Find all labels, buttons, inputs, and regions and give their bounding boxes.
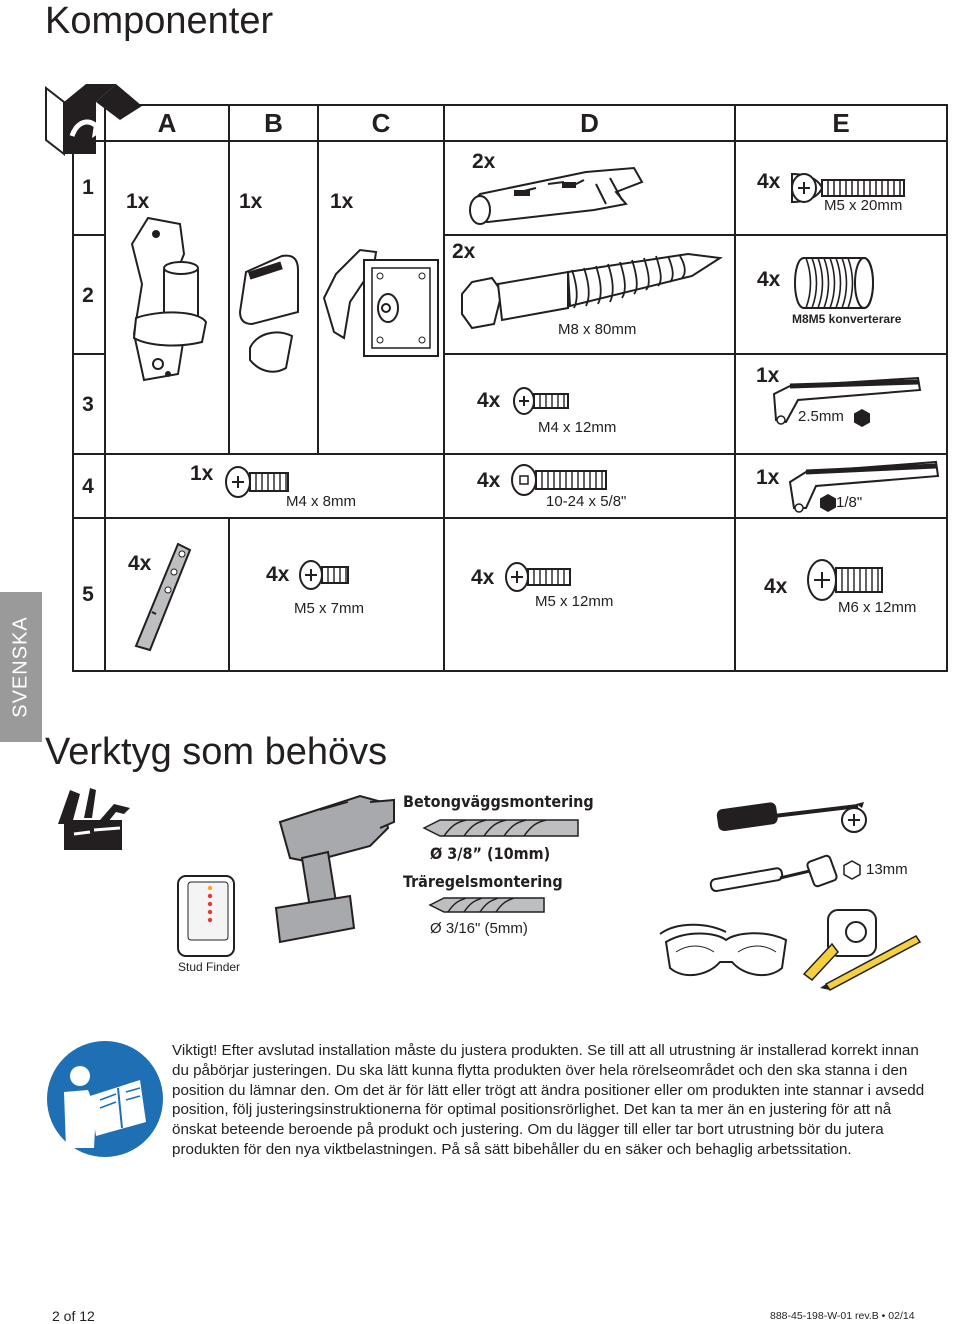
converter-size: M8M5 konverterare [792, 312, 902, 326]
wood-stud-label: Träregelsmontering [403, 872, 563, 891]
column-a-header: A [157, 108, 177, 138]
wood-bit-size: Ø 3/16" (5mm) [430, 920, 528, 937]
screw-m5x7-icon [296, 558, 352, 592]
row-1-number: 1 [82, 176, 94, 199]
toolbox-icon [54, 784, 134, 854]
screw-m5x12-icon [502, 560, 574, 594]
screw-m6x12-icon [804, 556, 886, 604]
tape-measure-pencil-icon [798, 904, 922, 990]
stud-finder-label: Stud Finder [178, 960, 241, 974]
document-code: 888-45-198-W-01 rev.B • 02/14 [770, 1310, 915, 1322]
concrete-bit-size: Ø 3/8” (10mm) [430, 844, 551, 863]
hex-nut-icon-small [818, 493, 838, 513]
converter-icon [794, 254, 876, 312]
lag-bolt-qty: 2x [452, 240, 476, 263]
wall-anchor-icon [466, 164, 646, 226]
screw-m4x12-size: M4 x 12mm [538, 419, 617, 436]
anchor-qty: 2x [472, 150, 496, 173]
screw-10-24-size: 10-24 x 5/8" [546, 493, 627, 510]
screw-m4x8-qty: 1x [190, 462, 214, 485]
hex-key-2-5-size: 2.5mm [798, 408, 844, 425]
cover-caps-icon [236, 252, 304, 376]
converter-qty: 4x [757, 268, 781, 291]
screw-m4x8-size: M4 x 8mm [286, 493, 357, 510]
column-d-header: D [580, 108, 599, 138]
hex-key-2-5-icon [768, 374, 924, 428]
socket-size: 13mm [866, 861, 908, 878]
screw-m5x7-qty: 4x [266, 563, 290, 586]
screw-m5x12-qty: 4x [471, 566, 495, 589]
column-e-header: E [832, 108, 850, 138]
part-c-qty: 1x [330, 190, 354, 213]
row-2-number: 2 [82, 284, 94, 307]
row-3-number: 3 [82, 393, 94, 416]
screw-m4x8-icon [222, 464, 290, 500]
phillips-tip-icon [840, 806, 868, 834]
hex-nut-icon [852, 408, 872, 428]
strap-qty: 4x [128, 552, 152, 575]
concrete-mount-label: Betongväggsmontering [403, 792, 594, 811]
column-b-header: B [264, 108, 283, 138]
part-b-qty: 1x [239, 190, 263, 213]
socket-wrench-icon [708, 850, 838, 896]
screw-m5x20-size: M5 x 20mm [824, 197, 903, 214]
wall-plate-icon [128, 214, 210, 384]
hex-key-1-8-size: 1/8" [836, 494, 863, 511]
wood-drill-bit-icon [428, 894, 548, 916]
column-c-header: C [371, 108, 391, 138]
tilt-bracket-icon [320, 242, 442, 362]
concrete-drill-bit-icon [420, 816, 580, 840]
hex-key-2-5-qty: 1x [756, 364, 780, 387]
adjustment-notice: Viktigt! Efter avslutad installation måste du justera produkten. Se till att all utrustning är installerad korrekt innan du påbörjar justeringen. Du ska lätt kunna flytta produkten över hela rörelseområdet och den ska stanna i den position du lämnar den. Om det är för lätt eller trögt att ändra positioner eller om produkten inte stannar i avsedd position, följ justeringsinstruktionerna för optimal positionsrörlighet. Det kan ta mer än en justering för att nå önskat beteende beroende på produkt och justering. Om du lägger till eller tar bort utrustning bör du jutera produkten för den nya viktbelastningen. På så sätt bibehåller du en säker och behaglig arbetssitation. [172, 1042, 925, 1158]
screw-m5x12-size: M5 x 12mm [535, 593, 614, 610]
page-number: 2 of 12 [52, 1308, 95, 1324]
screw-m4x12-qty: 4x [477, 389, 501, 412]
row-5-number: 5 [82, 583, 94, 606]
page-title: Komponenter [45, 0, 274, 42]
screw-m4x12-icon [510, 386, 570, 416]
screw-m5x20-qty: 4x [757, 170, 781, 193]
part-a-qty: 1x [126, 190, 150, 213]
screw-10-24-qty: 4x [477, 469, 501, 492]
tools-title: Verktyg som behövs [45, 731, 388, 773]
screw-m6x12-size: M6 x 12mm [838, 599, 917, 616]
row-4-number: 4 [82, 475, 94, 498]
screw-m5x7-size: M5 x 7mm [294, 600, 365, 617]
stud-finder-icon [176, 874, 236, 958]
hex-socket-icon [842, 860, 862, 880]
language-tab: SVENSKA [0, 592, 42, 742]
hex-key-1-8-qty: 1x [756, 466, 780, 489]
spacer-strap-icon [128, 540, 194, 656]
hex-key-1-8-icon [784, 458, 942, 514]
read-manual-icon [46, 1040, 164, 1158]
screw-m6x12-qty: 4x [764, 575, 788, 598]
safety-glasses-icon [656, 914, 796, 984]
power-drill-icon [270, 792, 398, 946]
screw-m5x20-icon [788, 168, 908, 208]
lag-bolt-size: M8 x 80mm [558, 321, 637, 338]
